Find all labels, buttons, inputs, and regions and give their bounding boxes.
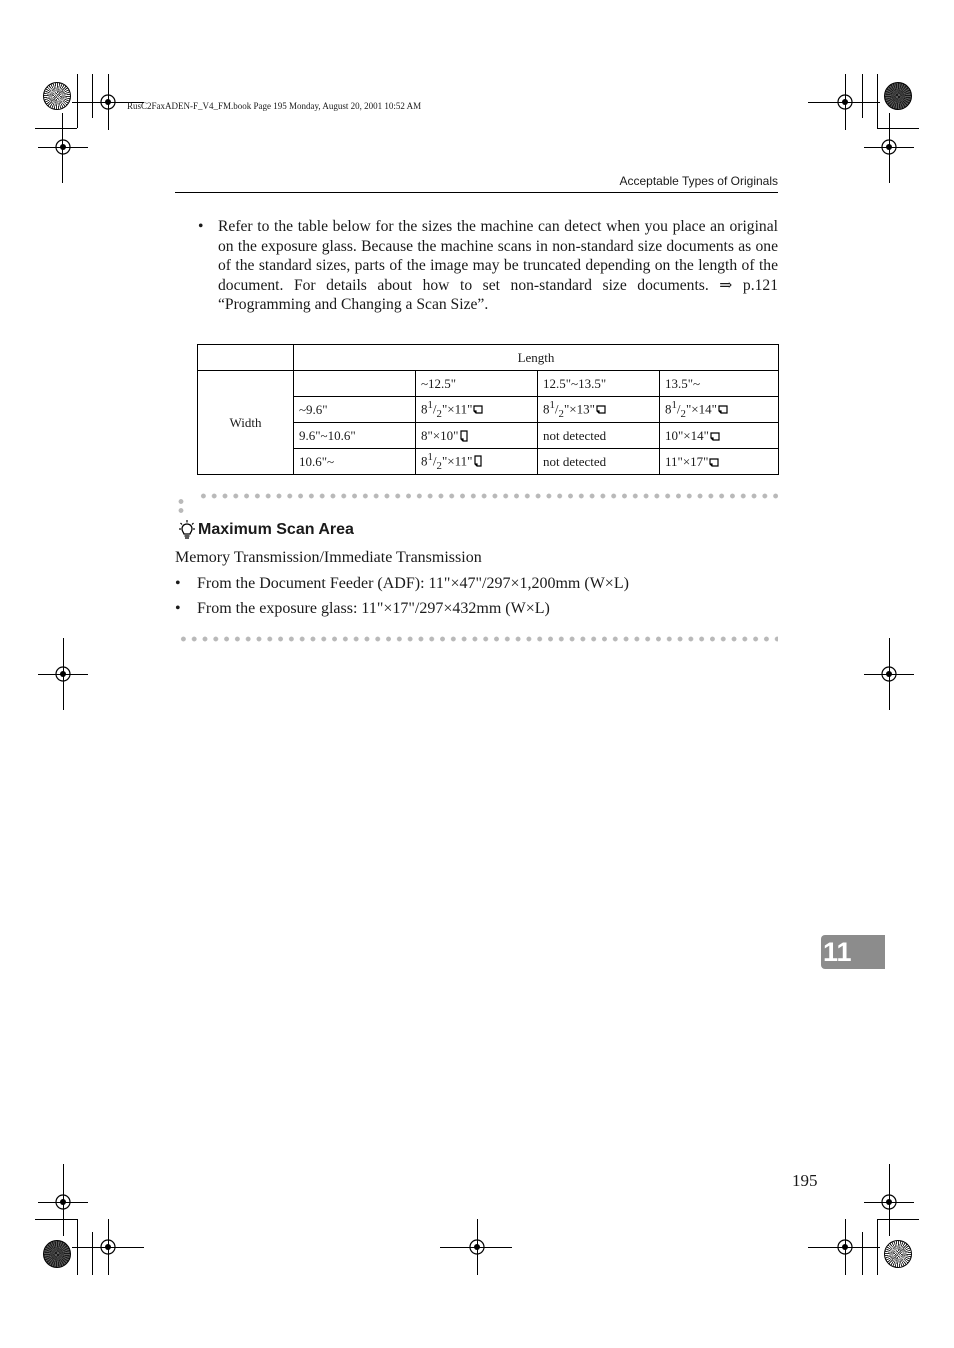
portrait-orientation-icon <box>459 430 469 442</box>
landscape-orientation-icon <box>596 403 606 415</box>
table-row <box>198 345 779 371</box>
crop-line <box>877 74 878 128</box>
size-text: "×11" <box>441 401 473 417</box>
bullet-mark: • <box>175 575 181 592</box>
note-list-item <box>175 600 550 618</box>
crop-line <box>92 74 93 118</box>
bullet-mark: • <box>175 600 181 617</box>
registration-target-icon <box>98 92 118 112</box>
size-text: "×11" <box>441 453 473 469</box>
registration-target-icon <box>879 137 899 157</box>
header-rule <box>175 192 778 193</box>
color-wheel-mark <box>884 82 912 110</box>
width-row-header: 9.6"~10.6" <box>294 423 416 449</box>
crop-line <box>92 1232 93 1275</box>
registration-target-icon <box>53 137 73 157</box>
fraction-numerator: 1 <box>427 399 433 412</box>
note-item-text: From the Document Feeder (ADF): 11"×47"/297×1,200mm (W×L) <box>197 575 629 592</box>
length-col-header: 13.5"~ <box>660 371 779 397</box>
fraction-denominator: 2 <box>558 407 564 420</box>
table-corner-cell <box>198 345 294 371</box>
fraction-numerator: 1 <box>671 399 677 412</box>
fraction-whole: 8 <box>665 401 672 417</box>
landscape-orientation-icon <box>473 403 483 415</box>
crop-line <box>35 1219 77 1220</box>
chapter-tab: 11 <box>821 935 885 969</box>
landscape-orientation-icon <box>710 430 720 442</box>
crop-line <box>862 1232 863 1275</box>
table-cell <box>416 423 538 449</box>
running-head: Acceptable Types of Originals <box>619 174 778 188</box>
crop-line <box>77 74 78 128</box>
bullet-text: Refer to the table below for the sizes the machine can detect when you place an original on the exposure glass. Because the machine scans in non-standard size documents as one of the standard sizes, parts of the image may be truncated depending on the length of the document. For details about how to set non-standard size documents. ⇒ p.121 “Programming and Changing a Scan Size”. <box>218 218 778 313</box>
table-cell: $8^1/_2"\times 11$" <box>416 449 538 475</box>
portrait-orientation-icon <box>473 455 483 467</box>
bullet-paragraph <box>198 217 778 315</box>
fraction-whole: 8 <box>543 401 550 417</box>
note-title <box>178 520 354 540</box>
note-left-dotted-border <box>178 497 184 517</box>
size-text: "×14" <box>685 401 717 417</box>
fraction-numerator: 1 <box>549 399 555 412</box>
landscape-orientation-icon <box>718 403 728 415</box>
registration-target-icon <box>467 1237 487 1257</box>
fraction-whole: 8 <box>421 453 428 469</box>
fraction-denominator: 2 <box>436 407 442 420</box>
lightbulb-icon <box>178 520 196 540</box>
color-wheel-mark <box>43 1240 71 1268</box>
registration-target-icon <box>835 92 855 112</box>
file-info: RusC2FaxADEN-F_V4_FM.book Page 195 Monday, August 20, 2001 10:52 AM <box>127 101 422 111</box>
length-col-header: ~12.5" <box>416 371 538 397</box>
table-cell <box>660 449 779 475</box>
table-row <box>198 371 779 397</box>
bullet-mark: • <box>198 218 204 235</box>
note-title-text: Maximum Scan Area <box>198 521 354 538</box>
width-row-header: 10.6"~ <box>294 449 416 475</box>
size-text: 8"×10" <box>421 427 459 443</box>
note-bottom-dotted-border <box>178 636 778 642</box>
table-blank-cell <box>294 371 416 397</box>
fraction-denominator: 2 <box>436 459 442 472</box>
registration-target-icon <box>879 664 899 684</box>
crop-line <box>877 128 919 129</box>
table-cell: not detected <box>538 423 660 449</box>
table-cell: $8^1/_2"\times 14$" <box>660 397 779 423</box>
length-header: Length <box>294 345 779 371</box>
table-cell: $8^1/_2"\times 13$" <box>538 397 660 423</box>
landscape-orientation-icon <box>709 456 719 468</box>
registration-target-icon <box>879 1192 899 1212</box>
width-header: Width <box>198 371 294 475</box>
note-subtitle: Memory Transmission/Immediate Transmission <box>175 549 482 566</box>
table-cell: $8^1/_2"\times 11$" <box>416 397 538 423</box>
crop-line <box>877 1219 919 1220</box>
size-detection-table <box>197 344 779 475</box>
page-number: 195 <box>792 1171 818 1190</box>
note-top-dotted-border <box>198 493 778 499</box>
table-cell <box>660 423 779 449</box>
registration-target-icon <box>98 1237 118 1257</box>
registration-target-icon <box>835 1237 855 1257</box>
table-cell: not detected <box>538 449 660 475</box>
crop-line <box>35 128 77 129</box>
size-text: "×13" <box>563 401 595 417</box>
note-list-item <box>175 575 629 593</box>
fraction-numerator: 1 <box>427 451 433 464</box>
fraction-denominator: 2 <box>680 407 686 420</box>
crop-line <box>862 74 863 118</box>
size-text: 10"×14" <box>665 427 709 443</box>
color-wheel-mark <box>43 82 71 110</box>
registration-target-icon <box>53 664 73 684</box>
width-row-header: ~9.6" <box>294 397 416 423</box>
note-item-text: From the exposure glass: 11"×17"/297×432mm (W×L) <box>197 600 550 617</box>
length-col-header: 12.5"~13.5" <box>538 371 660 397</box>
fraction-whole: 8 <box>421 401 428 417</box>
color-wheel-mark <box>884 1240 912 1268</box>
registration-target-icon <box>53 1192 73 1212</box>
size-text: 11"×17" <box>665 453 709 469</box>
